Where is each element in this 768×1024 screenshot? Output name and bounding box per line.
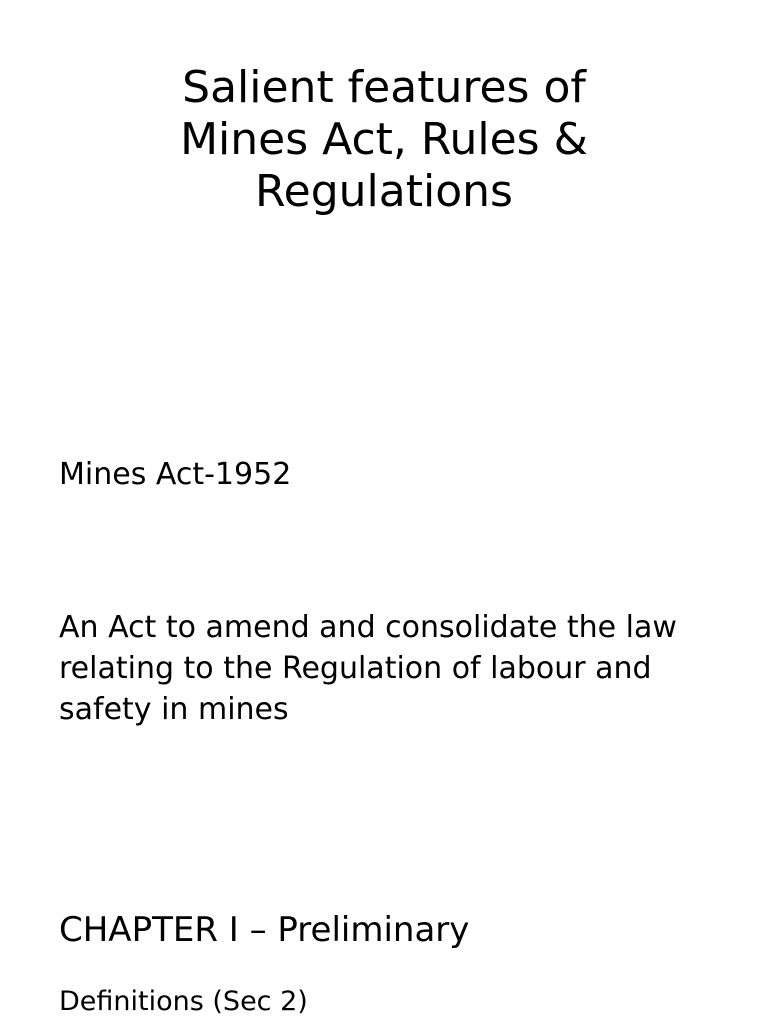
chapter-heading: CHAPTER I – Preliminary bbox=[59, 910, 470, 950]
act-description: An Act to amend and consolidate the law relating to the Regulation of labour and safety in mines bbox=[59, 610, 677, 727]
definitions-text: Definitions (Sec 2) bbox=[59, 986, 308, 1017]
page-title: Salient features of Mines Act, Rules & Regulations bbox=[180, 62, 588, 217]
act-heading: Mines Act-1952 bbox=[59, 457, 292, 492]
